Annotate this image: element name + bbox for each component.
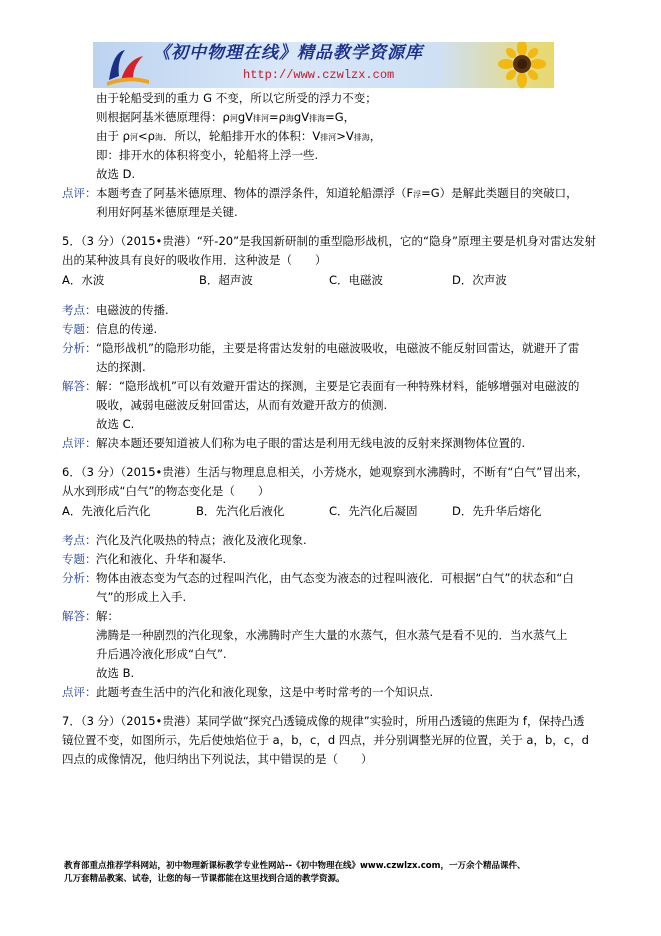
q5-kaodian-label: 考点： [62,303,97,317]
q6-option-c: C．先汽化后凝固 [329,504,418,518]
q6-kaodian-label: 考点： [62,533,97,547]
header-banner [93,42,554,88]
q5-dianping-label: 点评： [62,436,97,450]
q7-stem-line-2: 镜位置不变，如图所示，先后使烛焰位于 a，b，c，d 四点，并分别调整光屏的位置，关于 a，b，c，d [62,733,589,747]
q5-option-a: A．水波 [62,273,105,287]
sunflower-icon [488,42,552,88]
q5-stem-line-2: 出的某种波具有良好的吸收作用．这种波是（ ） [62,253,327,267]
prev-line-5: 故选 D. [96,167,136,181]
q5-zhuanti-label: 专题： [62,322,97,336]
q6-option-d: D．先升华后熔化 [452,504,542,518]
banner-url[interactable]: http://www.czwlzx.com [243,68,395,82]
q6-option-b: B．先汽化后液化 [196,504,285,518]
q6-jieda-line-4: 故选 B. [96,666,135,680]
q5-kaodian: 电磁波的传播. [96,303,169,317]
q6-stem-line-2: 从水到形成“白气”的物态变化是（ ） [62,484,270,498]
prev-comment-label: 点评： [62,186,97,200]
q5-option-d: D．次声波 [452,273,507,287]
q5-jieda-line-3: 故选 C. [96,417,135,431]
q5-fenxi-label: 分析： [62,341,97,355]
prev-line-1: 由于轮船受到的重力 G 不变，所以它所受的浮力不变； [96,91,377,105]
q6-option-a: A．先液化后汽化 [62,504,151,518]
q6-fenxi-label: 分析： [62,571,97,585]
q6-zhuanti: 汽化和液化、升华和凝华. [96,552,227,566]
q6-jieda-label: 解答： [62,609,97,623]
q5-stem-line-1: 5．（3 分）（2015•贵港）“歼-20”是我国新研制的重型隐形战机，它的“隐身”原理主要是机身对雷达发射 [62,234,596,248]
q7-stem-line-1: 7．（3 分）（2015•贵港）某同学做“探究凸透镜成像的规律”实验时，所用凸透镜的焦距为 f，保持凸透 [62,714,585,728]
q5-jieda-label: 解答： [62,379,97,393]
banner-title: 《初中物理在线》精品教学资源库 [153,43,423,63]
prev-comment-line-1: 本题考查了阿基米德原理、物体的漂浮条件，知道轮船漂浮（F浮=G）是解此类题目的突破口， [96,186,578,200]
q6-zhuanti-label: 专题： [62,552,97,566]
q5-jieda-line-1: 解：“隐形战机”可以有效避开雷达的探测，主要是它表面有一种特殊材料，能够增强对电磁波的 [96,379,580,393]
q6-stem-line-1: 6．（3 分）（2015•贵港）生活与物理息息相关，小芳烧水，她观察到水沸腾时，不断有“白气”冒出来， [62,465,589,479]
q6-jieda-line-3: 升后遇冷液化形成“白气”. [96,647,227,661]
site-logo-icon [103,46,151,86]
prev-line-3: 由于 ρ河<ρ海．所以，轮船排开水的体积：V排河>V排海， [96,129,382,143]
q6-dianping-label: 点评： [62,685,97,699]
page-footer [64,860,624,886]
q6-jieda-line-2: 沸腾是一种剧烈的汽化现象，水沸腾时产生大量的水蒸气，但水蒸气是看不见的．当水蒸气上 [96,628,568,642]
q6-fenxi-line-1: 物体由液态变为气态的过程叫汽化，由气态变为液态的过程叫液化．可根据“白气”的状态和“白 [96,571,574,585]
q5-zhuanti: 信息的传递. [96,322,158,336]
prev-comment-line-2: 利用好阿基米德原理是关键. [96,205,238,219]
q5-option-c: C．电磁波 [329,273,384,287]
q5-dianping: 解决本题还要知道被人们称为电子眼的雷达是利用无线电波的反射来探测物体位置的. [96,436,526,450]
prev-line-2: 则根据阿基米德原理得：ρ河gV排河=ρ海gV排海=G， [96,110,356,124]
prev-line-4: 即：排开水的体积将变小，轮船将上浮一些. [96,148,319,162]
q6-fenxi-line-2: 气”的形成上入手. [96,590,187,604]
q5-fenxi-line-2: 达的探测. [96,360,146,374]
q6-jieda-line-1: 解： [96,609,119,623]
footer-line-2: 几万套精品教案、试卷，让您的每一节课都能在这里找到合适的教学资源。 [64,874,345,884]
footer-line-1: 教育部重点推荐学科网站，初中物理新课标教学专业性网站--《初中物理在线》www.czwlzx.com，一万余个精品课件、 [64,861,526,871]
q7-stem-line-3: 四点的成像情况，他归纳出下列说法，其中错误的是（ ） [62,752,373,766]
q5-jieda-line-2: 吸收，减弱电磁波反射回雷达，从而有效避开敌方的侦测. [96,398,388,412]
q5-fenxi-line-1: “隐形战机”的隐形功能，主要是将雷达发射的电磁波吸收，电磁波不能反射回雷达，就避开了雷 [96,341,580,355]
q5-option-b: B．超声波 [199,273,253,287]
q6-kaodian: 汽化及汽化吸热的特点；液化及液化现象. [96,533,307,547]
q6-dianping: 此题考查生活中的汽化和液化现象，这是中考时常考的一个知识点. [96,685,434,699]
